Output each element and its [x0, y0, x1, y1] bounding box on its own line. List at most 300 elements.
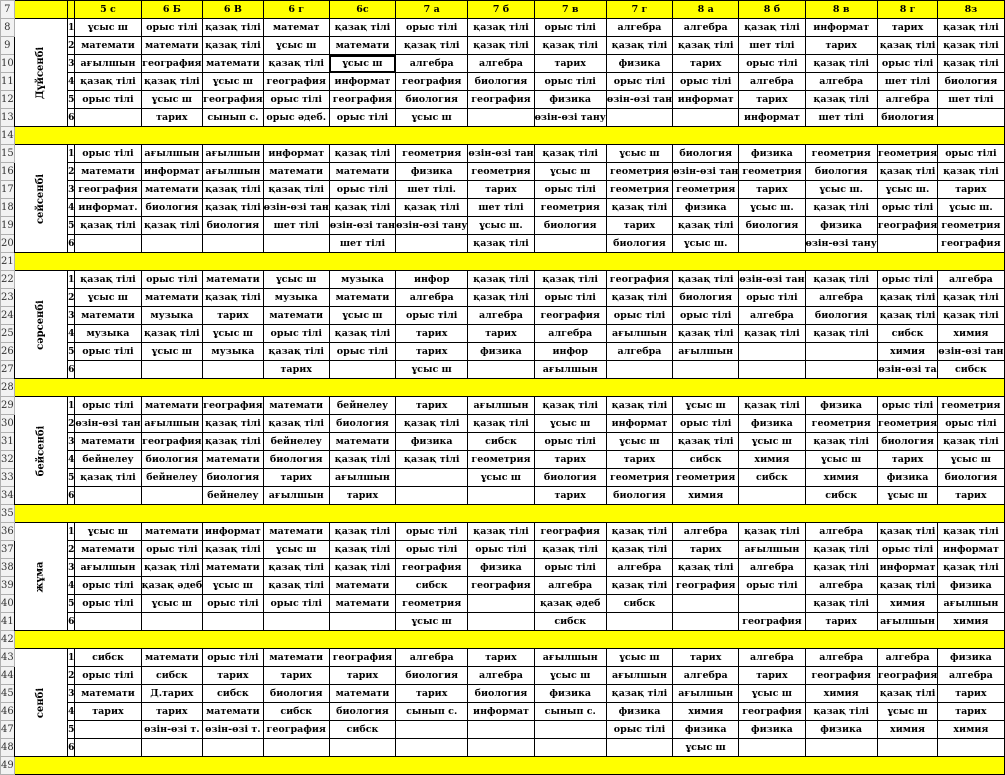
- subject-cell[interactable]: [938, 739, 1004, 757]
- subject-cell[interactable]: [534, 721, 606, 739]
- subject-cell[interactable]: орыс тілі: [606, 721, 672, 739]
- subject-cell[interactable]: өзін-өзі тан: [606, 91, 672, 109]
- day-name-cell[interactable]: [14, 271, 67, 379]
- subject-cell[interactable]: геометрия: [468, 451, 534, 469]
- row-number[interactable]: 22: [1, 271, 15, 289]
- class-header-cell[interactable]: 7 а: [396, 1, 468, 19]
- subject-cell[interactable]: ағылшын: [329, 469, 395, 487]
- subject-cell[interactable]: биология: [805, 307, 877, 325]
- subject-cell[interactable]: [468, 595, 534, 613]
- subject-cell[interactable]: биология: [141, 451, 203, 469]
- subject-cell[interactable]: геометрия: [805, 145, 877, 163]
- subject-cell[interactable]: ағылшын: [606, 667, 672, 685]
- subject-cell[interactable]: тарих: [203, 307, 263, 325]
- class-header-cell[interactable]: 7 в: [534, 1, 606, 19]
- subject-cell[interactable]: информат: [606, 415, 672, 433]
- subject-cell[interactable]: тарих: [877, 451, 937, 469]
- subject-cell[interactable]: тарих: [396, 685, 468, 703]
- row-number[interactable]: 11: [1, 73, 15, 91]
- subject-cell[interactable]: математи: [263, 523, 329, 541]
- subject-cell[interactable]: қазақ тілі: [739, 19, 805, 37]
- lesson-number-cell[interactable]: 1: [68, 523, 75, 541]
- lesson-number-cell[interactable]: 6: [68, 235, 75, 253]
- subject-cell[interactable]: қазақ тілі: [263, 415, 329, 433]
- subject-cell[interactable]: қазақ тілі: [673, 37, 739, 55]
- subject-cell[interactable]: ұсыс ш: [396, 109, 468, 127]
- row-number[interactable]: 47: [1, 721, 15, 739]
- subject-cell[interactable]: қазақ тілі: [141, 559, 203, 577]
- day-name-cell[interactable]: [14, 397, 67, 505]
- subject-cell[interactable]: сибск: [263, 703, 329, 721]
- subject-cell[interactable]: информат: [329, 73, 395, 91]
- subject-cell[interactable]: бейнелеу: [203, 487, 263, 505]
- subject-cell[interactable]: ұсыс ш: [877, 487, 937, 505]
- subject-cell[interactable]: орыс тілі: [739, 55, 805, 73]
- subject-cell[interactable]: ұсыс ш.: [673, 235, 739, 253]
- subject-cell[interactable]: математи: [263, 649, 329, 667]
- subject-cell[interactable]: тарих: [805, 613, 877, 631]
- subject-cell[interactable]: сибск: [203, 685, 263, 703]
- subject-cell[interactable]: алгебра: [673, 523, 739, 541]
- subject-cell[interactable]: қазақ тілі: [805, 91, 877, 109]
- subject-cell[interactable]: қазақ тілі: [468, 415, 534, 433]
- subject-cell[interactable]: [329, 361, 395, 379]
- row-number[interactable]: 32: [1, 451, 15, 469]
- subject-cell[interactable]: тарих: [606, 217, 672, 235]
- subject-cell[interactable]: қазақ тілі: [141, 73, 203, 91]
- subject-cell[interactable]: орыс тілі: [396, 307, 468, 325]
- subject-cell[interactable]: [673, 595, 739, 613]
- subject-cell[interactable]: математи: [263, 307, 329, 325]
- subject-cell[interactable]: ұсыс ш: [739, 685, 805, 703]
- subject-cell[interactable]: ұсыс ш.: [938, 199, 1004, 217]
- corner-cell[interactable]: [14, 1, 67, 19]
- subject-cell[interactable]: қазақ тілі: [203, 181, 263, 199]
- lesson-number-cell[interactable]: 2: [68, 289, 75, 307]
- subject-cell[interactable]: өзін-өзі тану: [805, 235, 877, 253]
- lesson-number-cell[interactable]: 6: [68, 613, 75, 631]
- class-header-cell[interactable]: 8 а: [673, 1, 739, 19]
- subject-cell[interactable]: тарих: [673, 649, 739, 667]
- subject-cell[interactable]: алгебра: [938, 271, 1004, 289]
- subject-cell[interactable]: биология: [141, 199, 203, 217]
- subject-cell[interactable]: алгебра: [805, 577, 877, 595]
- subject-cell[interactable]: алгебра: [673, 19, 739, 37]
- subject-cell[interactable]: орыс тілі: [75, 145, 141, 163]
- subject-cell[interactable]: сибск: [468, 433, 534, 451]
- subject-cell[interactable]: сибск: [805, 487, 877, 505]
- subject-cell[interactable]: физика: [468, 343, 534, 361]
- subject-cell[interactable]: [606, 739, 672, 757]
- subject-cell[interactable]: [75, 613, 141, 631]
- subject-cell[interactable]: [877, 739, 937, 757]
- subject-cell[interactable]: тарих: [938, 487, 1004, 505]
- subject-cell[interactable]: математи: [75, 685, 141, 703]
- subject-cell[interactable]: тарих: [263, 469, 329, 487]
- subject-cell[interactable]: математи: [203, 451, 263, 469]
- subject-cell[interactable]: орыс тілі: [534, 19, 606, 37]
- subject-cell[interactable]: орыс тілі: [329, 343, 395, 361]
- subject-cell[interactable]: [534, 235, 606, 253]
- subject-cell[interactable]: биология: [739, 217, 805, 235]
- subject-cell[interactable]: қазақ тілі: [329, 325, 395, 343]
- subject-cell[interactable]: химия: [673, 487, 739, 505]
- subject-cell[interactable]: ағылшын: [534, 361, 606, 379]
- row-number[interactable]: 37: [1, 541, 15, 559]
- subject-cell[interactable]: алгебра: [805, 649, 877, 667]
- subject-cell[interactable]: география: [877, 667, 937, 685]
- subject-cell[interactable]: қазақ тілі: [739, 325, 805, 343]
- separator-cell[interactable]: [14, 505, 1004, 523]
- subject-cell[interactable]: сибск: [938, 361, 1004, 379]
- subject-cell[interactable]: қазақ әдеб: [534, 595, 606, 613]
- lesson-number-cell[interactable]: 5: [68, 91, 75, 109]
- subject-cell[interactable]: [203, 361, 263, 379]
- subject-cell[interactable]: геометрия: [805, 415, 877, 433]
- subject-cell[interactable]: геометрия: [877, 415, 937, 433]
- subject-cell[interactable]: орыс тілі: [673, 415, 739, 433]
- subject-cell[interactable]: география: [329, 91, 395, 109]
- subject-cell[interactable]: математ: [263, 19, 329, 37]
- subject-cell[interactable]: тарих: [673, 541, 739, 559]
- subject-cell[interactable]: физика: [673, 199, 739, 217]
- subject-cell[interactable]: ағылшын: [673, 685, 739, 703]
- subject-cell[interactable]: қазақ тілі: [396, 415, 468, 433]
- subject-cell[interactable]: қазақ тілі: [396, 37, 468, 55]
- subject-cell[interactable]: ұсыс ш: [75, 19, 141, 37]
- subject-cell[interactable]: қазақ тілі: [606, 289, 672, 307]
- lesson-number-cell[interactable]: 2: [68, 667, 75, 685]
- subject-cell[interactable]: қазақ тілі: [938, 523, 1004, 541]
- row-number[interactable]: 7: [1, 1, 15, 19]
- subject-cell[interactable]: қазақ тілі: [938, 37, 1004, 55]
- subject-cell[interactable]: қазақ тілі: [606, 685, 672, 703]
- subject-cell[interactable]: қазақ тілі: [263, 559, 329, 577]
- subject-cell[interactable]: орыс тілі: [263, 325, 329, 343]
- subject-cell[interactable]: қазақ тілі: [396, 199, 468, 217]
- subject-cell[interactable]: информат.: [75, 199, 141, 217]
- subject-cell[interactable]: орыс тілі: [263, 595, 329, 613]
- subject-cell[interactable]: география: [938, 235, 1004, 253]
- subject-cell[interactable]: физика: [534, 685, 606, 703]
- subject-cell[interactable]: ағылшын: [673, 343, 739, 361]
- subject-cell[interactable]: сибск: [739, 469, 805, 487]
- subject-cell[interactable]: тарих: [141, 703, 203, 721]
- subject-cell[interactable]: орыс тілі: [75, 397, 141, 415]
- subject-cell[interactable]: қазақ тілі: [329, 523, 395, 541]
- subject-cell[interactable]: физика: [805, 721, 877, 739]
- subject-cell[interactable]: қазақ тілі: [141, 325, 203, 343]
- lesson-number-cell[interactable]: 4: [68, 325, 75, 343]
- separator-cell[interactable]: [14, 379, 1004, 397]
- subject-cell[interactable]: орыс тілі: [75, 343, 141, 361]
- subject-cell[interactable]: ұсыс ш: [877, 703, 937, 721]
- lesson-number-cell[interactable]: 3: [68, 307, 75, 325]
- subject-cell[interactable]: биология: [329, 703, 395, 721]
- subject-cell[interactable]: [75, 109, 141, 127]
- day-name-cell[interactable]: [14, 19, 67, 127]
- subject-cell[interactable]: химия: [877, 343, 937, 361]
- subject-cell[interactable]: ұсыс ш: [263, 541, 329, 559]
- subject-cell[interactable]: қазақ тілі: [75, 217, 141, 235]
- subject-cell[interactable]: [396, 469, 468, 487]
- subject-cell[interactable]: орыс тілі: [606, 73, 672, 91]
- subject-cell[interactable]: [203, 739, 263, 757]
- subject-cell[interactable]: қазақ тілі: [75, 469, 141, 487]
- subject-cell[interactable]: ұсыс ш: [534, 163, 606, 181]
- class-header-cell[interactable]: 6 Б: [141, 1, 203, 19]
- row-number[interactable]: 21: [1, 253, 15, 271]
- subject-cell[interactable]: физика: [396, 163, 468, 181]
- subject-cell[interactable]: сибск: [396, 577, 468, 595]
- subject-cell[interactable]: сибск: [673, 451, 739, 469]
- subject-cell[interactable]: [75, 487, 141, 505]
- subject-cell[interactable]: тарих: [329, 487, 395, 505]
- row-number[interactable]: 41: [1, 613, 15, 631]
- subject-cell[interactable]: инфор: [534, 343, 606, 361]
- row-number[interactable]: 29: [1, 397, 15, 415]
- subject-cell[interactable]: математи: [141, 289, 203, 307]
- subject-cell[interactable]: өзін-өзі тан: [739, 271, 805, 289]
- subject-cell[interactable]: қазақ тілі: [938, 559, 1004, 577]
- subject-cell[interactable]: қазақ тілі: [329, 559, 395, 577]
- subject-cell[interactable]: қазақ тілі: [673, 271, 739, 289]
- row-number[interactable]: 45: [1, 685, 15, 703]
- subject-cell[interactable]: ұсыс ш: [938, 451, 1004, 469]
- subject-cell[interactable]: инфор: [396, 271, 468, 289]
- subject-cell[interactable]: қазақ тілі: [938, 307, 1004, 325]
- subject-cell[interactable]: физика: [805, 217, 877, 235]
- subject-cell[interactable]: геометрия: [739, 163, 805, 181]
- class-header-cell[interactable]: 6с: [329, 1, 395, 19]
- subject-cell[interactable]: өзін-өзі тану: [534, 109, 606, 127]
- subject-cell[interactable]: қазақ тілі: [468, 235, 534, 253]
- subject-cell[interactable]: ұсыс ш.: [739, 199, 805, 217]
- subject-cell[interactable]: ұсыс ш: [673, 397, 739, 415]
- subject-cell[interactable]: қазақ тілі: [329, 541, 395, 559]
- subject-cell[interactable]: информат: [739, 109, 805, 127]
- subject-cell[interactable]: орыс тілі: [141, 271, 203, 289]
- subject-cell[interactable]: география: [739, 703, 805, 721]
- subject-cell[interactable]: шет тілі: [877, 73, 937, 91]
- subject-cell[interactable]: география: [396, 559, 468, 577]
- class-header-cell[interactable]: 8 г: [877, 1, 937, 19]
- subject-cell[interactable]: өзін-өзі тану: [396, 217, 468, 235]
- subject-cell[interactable]: ұсыс ш: [739, 433, 805, 451]
- subject-cell[interactable]: химия: [673, 703, 739, 721]
- subject-cell[interactable]: [396, 487, 468, 505]
- subject-cell[interactable]: [468, 739, 534, 757]
- subject-cell[interactable]: математи: [141, 397, 203, 415]
- subject-cell[interactable]: математи: [141, 649, 203, 667]
- separator-cell[interactable]: [14, 127, 1004, 145]
- subject-cell[interactable]: қазақ тілі: [673, 325, 739, 343]
- lesson-number-cell[interactable]: 5: [68, 343, 75, 361]
- subject-cell[interactable]: физика: [534, 91, 606, 109]
- subject-cell[interactable]: өзін-өзі тан: [938, 343, 1004, 361]
- subject-cell[interactable]: музыка: [329, 271, 395, 289]
- row-number[interactable]: 34: [1, 487, 15, 505]
- subject-cell[interactable]: [673, 361, 739, 379]
- subject-cell[interactable]: физика: [396, 433, 468, 451]
- subject-cell[interactable]: қазақ тілі: [203, 37, 263, 55]
- subject-cell[interactable]: [141, 487, 203, 505]
- subject-cell[interactable]: музыка: [263, 289, 329, 307]
- subject-cell[interactable]: орыс тілі: [75, 667, 141, 685]
- subject-cell[interactable]: шет тілі: [938, 91, 1004, 109]
- subject-cell[interactable]: қазақ тілі: [938, 163, 1004, 181]
- subject-cell[interactable]: [263, 613, 329, 631]
- lesson-number-cell[interactable]: 3: [68, 685, 75, 703]
- subject-cell[interactable]: тарих: [468, 181, 534, 199]
- subject-cell[interactable]: биология: [938, 73, 1004, 91]
- subject-cell[interactable]: орыс тілі: [673, 307, 739, 325]
- subject-cell[interactable]: [606, 613, 672, 631]
- subject-cell[interactable]: информат: [673, 91, 739, 109]
- subject-cell[interactable]: сибск: [606, 595, 672, 613]
- row-number[interactable]: 43: [1, 649, 15, 667]
- subject-cell[interactable]: қазақ тілі: [877, 577, 937, 595]
- lesson-number-cell[interactable]: 1: [68, 271, 75, 289]
- subject-cell[interactable]: қазақ тілі: [263, 577, 329, 595]
- subject-cell[interactable]: қазақ тілі: [805, 541, 877, 559]
- separator-cell[interactable]: [14, 631, 1004, 649]
- subject-cell[interactable]: алгебра: [606, 343, 672, 361]
- subject-cell[interactable]: физика: [606, 55, 672, 73]
- row-number[interactable]: 26: [1, 343, 15, 361]
- class-header-cell[interactable]: 8 в: [805, 1, 877, 19]
- subject-cell[interactable]: қазақ тілі: [203, 199, 263, 217]
- subject-cell[interactable]: қазақ тілі: [877, 523, 937, 541]
- row-number[interactable]: 25: [1, 325, 15, 343]
- day-name-cell[interactable]: [14, 649, 67, 757]
- subject-cell[interactable]: бейнелеу: [263, 433, 329, 451]
- subject-cell[interactable]: [396, 721, 468, 739]
- subject-cell[interactable]: ағылшын: [203, 145, 263, 163]
- subject-cell[interactable]: орыс тілі: [673, 73, 739, 91]
- subject-cell[interactable]: қазақ тілі: [534, 271, 606, 289]
- subject-cell[interactable]: [805, 343, 877, 361]
- subject-cell[interactable]: қазақ тілі: [739, 397, 805, 415]
- subject-cell[interactable]: орыс тілі: [203, 649, 263, 667]
- subject-cell[interactable]: шет тілі: [263, 217, 329, 235]
- subject-cell[interactable]: тарих: [739, 667, 805, 685]
- subject-cell[interactable]: ағылшын: [75, 559, 141, 577]
- class-header-cell[interactable]: 6 В: [203, 1, 263, 19]
- lesson-number-cell[interactable]: 2: [68, 37, 75, 55]
- subject-cell[interactable]: тарих: [396, 397, 468, 415]
- subject-cell[interactable]: [739, 343, 805, 361]
- subject-cell[interactable]: қазақ тілі: [938, 55, 1004, 73]
- subject-cell[interactable]: [606, 361, 672, 379]
- subject-cell[interactable]: қазақ тілі: [468, 271, 534, 289]
- subject-cell[interactable]: қазақ әдеб: [141, 577, 203, 595]
- subject-cell[interactable]: биология: [805, 163, 877, 181]
- subject-cell[interactable]: ағылшын: [75, 55, 141, 73]
- row-number[interactable]: 46: [1, 703, 15, 721]
- subject-cell[interactable]: қазақ тілі: [468, 289, 534, 307]
- subject-cell[interactable]: орыс тілі: [141, 541, 203, 559]
- subject-cell[interactable]: [141, 361, 203, 379]
- subject-cell[interactable]: тарих: [739, 91, 805, 109]
- subject-cell[interactable]: география: [534, 307, 606, 325]
- row-number[interactable]: 40: [1, 595, 15, 613]
- subject-cell[interactable]: тарих: [468, 325, 534, 343]
- subject-cell[interactable]: орыс тілі: [877, 55, 937, 73]
- lesson-number-cell[interactable]: 3: [68, 433, 75, 451]
- subject-cell[interactable]: ұсыс ш: [805, 451, 877, 469]
- lesson-number-cell[interactable]: 6: [68, 361, 75, 379]
- subject-cell[interactable]: [606, 109, 672, 127]
- subject-cell[interactable]: ағылшын: [938, 595, 1004, 613]
- subject-cell[interactable]: физика: [877, 469, 937, 487]
- subject-cell[interactable]: қазақ тілі: [673, 217, 739, 235]
- subject-cell[interactable]: химия: [938, 613, 1004, 631]
- subject-cell[interactable]: қазақ тілі: [606, 577, 672, 595]
- row-number[interactable]: 9: [1, 37, 15, 55]
- lesson-number-cell[interactable]: 2: [68, 163, 75, 181]
- subject-cell[interactable]: қазақ тілі: [877, 289, 937, 307]
- subject-cell[interactable]: орыс тілі: [75, 577, 141, 595]
- subject-cell[interactable]: алгебра: [468, 55, 534, 73]
- subject-cell[interactable]: орыс тілі: [534, 289, 606, 307]
- subject-cell[interactable]: геометрия: [606, 163, 672, 181]
- subject-cell[interactable]: алгебра: [739, 307, 805, 325]
- subject-cell[interactable]: математи: [263, 397, 329, 415]
- subject-cell[interactable]: [673, 613, 739, 631]
- subject-cell[interactable]: география: [877, 217, 937, 235]
- subject-cell[interactable]: алгебра: [606, 19, 672, 37]
- subject-cell[interactable]: тарих: [938, 181, 1004, 199]
- subject-cell[interactable]: география: [534, 523, 606, 541]
- subject-cell[interactable]: информат: [263, 145, 329, 163]
- subject-cell[interactable]: информат: [141, 163, 203, 181]
- subject-cell[interactable]: тарих: [673, 55, 739, 73]
- subject-cell[interactable]: [673, 109, 739, 127]
- subject-cell[interactable]: геометрия: [606, 181, 672, 199]
- subject-cell[interactable]: [75, 361, 141, 379]
- lesson-number-cell[interactable]: 4: [68, 577, 75, 595]
- subject-cell[interactable]: алгебра: [938, 667, 1004, 685]
- subject-cell[interactable]: [468, 109, 534, 127]
- selected-cell[interactable]: ұсыс ш: [329, 55, 395, 73]
- subject-cell[interactable]: математи: [75, 37, 141, 55]
- lesson-number-cell[interactable]: 5: [68, 595, 75, 613]
- subject-cell[interactable]: орыс тілі: [329, 181, 395, 199]
- lesson-number-cell[interactable]: 3: [68, 181, 75, 199]
- subject-cell[interactable]: тарих: [938, 703, 1004, 721]
- subject-cell[interactable]: физика: [805, 397, 877, 415]
- subject-cell[interactable]: [468, 721, 534, 739]
- subject-cell[interactable]: ағылшын: [203, 163, 263, 181]
- subject-cell[interactable]: геометрия: [938, 397, 1004, 415]
- row-number[interactable]: 19: [1, 217, 15, 235]
- subject-cell[interactable]: биология: [329, 415, 395, 433]
- subject-cell[interactable]: география: [468, 577, 534, 595]
- subject-cell[interactable]: орыс тілі: [75, 91, 141, 109]
- subject-cell[interactable]: биология: [263, 451, 329, 469]
- subject-cell[interactable]: [75, 721, 141, 739]
- subject-cell[interactable]: химия: [805, 685, 877, 703]
- subject-cell[interactable]: ағылшын: [534, 649, 606, 667]
- subject-cell[interactable]: сынып с.: [203, 109, 263, 127]
- row-number[interactable]: 15: [1, 145, 15, 163]
- subject-cell[interactable]: бейнелеу: [329, 397, 395, 415]
- subject-cell[interactable]: қазақ тілі: [534, 541, 606, 559]
- subject-cell[interactable]: ағылшын: [606, 325, 672, 343]
- row-number[interactable]: 27: [1, 361, 15, 379]
- subject-cell[interactable]: орыс тілі: [329, 109, 395, 127]
